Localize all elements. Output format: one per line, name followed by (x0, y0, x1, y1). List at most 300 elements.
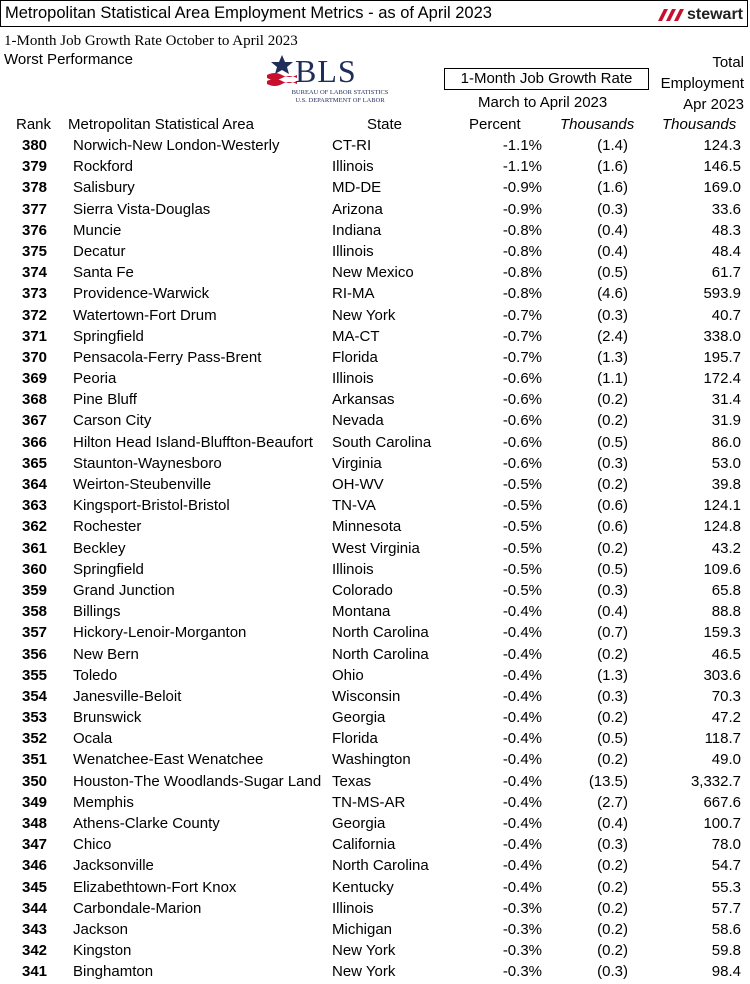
employment-cell: 43.2 (711, 539, 741, 557)
area-cell: Hickory-Lenoir-Morganton (73, 624, 247, 642)
percent-cell: -0.8% (502, 285, 542, 303)
area-cell: Sierra Vista-Douglas (73, 200, 211, 218)
area-cell: Janesville-Beloit (73, 687, 182, 705)
state-cell: California (332, 836, 396, 854)
stewart-brand-text: stewart (686, 6, 743, 23)
employment-cell: 31.9 (711, 412, 741, 430)
table-row (0, 962, 750, 983)
employment-cell: 3,332.7 (690, 772, 741, 790)
state-cell: Kentucky (332, 878, 394, 896)
table-row (0, 242, 750, 263)
employment-cell: 124.8 (703, 518, 741, 536)
thousands-cell: (0.2) (597, 878, 628, 896)
rank-cell: 355 (22, 666, 48, 684)
state-cell: Georgia (332, 709, 386, 727)
percent-cell: -0.5% (502, 518, 542, 536)
rank-cell: 370 (22, 348, 48, 366)
thousands-cell: (2.7) (597, 793, 628, 811)
percent-cell: -0.4% (502, 645, 542, 663)
table-row (0, 856, 750, 877)
stewart-logo (658, 6, 743, 24)
col-header-percent: Percent (469, 116, 521, 133)
area-cell: Decatur (73, 242, 126, 260)
employment-cell: 70.3 (711, 687, 741, 705)
table-row (0, 327, 750, 348)
thousands-cell: (13.5) (588, 772, 628, 790)
total-employment-header (661, 52, 744, 115)
thousands-cell: (0.2) (597, 476, 628, 493)
employment-cell: 61.7 (711, 264, 741, 282)
area-cell: Watertown-Fort Drum (73, 306, 217, 324)
state-cell: Texas (332, 772, 372, 790)
state-cell: Illinois (332, 242, 374, 260)
state-cell: New York (332, 963, 396, 981)
area-cell: Santa Fe (73, 264, 134, 282)
state-cell: Colorado (332, 581, 393, 599)
percent-cell: -0.4% (502, 751, 542, 769)
rank-cell: 366 (22, 433, 48, 451)
percent-cell: -0.5% (502, 560, 542, 578)
rank-cell: 368 (22, 391, 48, 409)
percent-cell: -0.9% (502, 200, 542, 218)
thousands-cell: (0.5) (597, 560, 628, 578)
rank-cell: 341 (22, 963, 48, 981)
percent-cell: -0.4% (502, 709, 542, 727)
col-header-emp-thousands: Thousands (662, 116, 737, 133)
area-cell: Rochester (73, 518, 142, 536)
rank-cell: 374 (22, 264, 48, 282)
table-row (0, 835, 750, 856)
percent-cell: -0.6% (502, 412, 542, 430)
percent-cell: -0.7% (502, 327, 542, 345)
area-cell: Houston-The Woodlands-Sugar Land (73, 772, 322, 790)
thousands-cell: (0.4) (597, 221, 628, 239)
percent-cell: -0.4% (502, 836, 542, 854)
table-row (0, 772, 750, 793)
state-cell: Indiana (332, 221, 382, 239)
table-row (0, 729, 750, 750)
state-cell: North Carolina (332, 645, 429, 663)
table-row (0, 517, 750, 538)
thousands-cell: (0.5) (597, 433, 628, 451)
percent-cell: -0.4% (502, 687, 542, 705)
thousands-cell: (0.6) (597, 518, 628, 536)
state-cell: West Virginia (332, 539, 420, 557)
area-cell: Ocala (73, 730, 113, 748)
rank-cell: 377 (22, 200, 48, 218)
area-cell: Toledo (73, 666, 118, 684)
thousands-cell: (1.3) (597, 348, 628, 366)
thousands-cell: (4.6) (597, 285, 628, 303)
percent-cell: -0.7% (502, 348, 542, 366)
bls-caption (285, 89, 395, 105)
state-cell: Illinois (332, 899, 374, 917)
employment-cell: 39.8 (711, 476, 741, 493)
percent-cell: -0.6% (502, 391, 542, 409)
state-cell: Illinois (332, 370, 374, 388)
table-row (0, 390, 750, 411)
employment-cell: 124.1 (703, 497, 741, 515)
table-row (0, 178, 750, 199)
rank-cell: 373 (22, 285, 48, 303)
rank-cell: 351 (22, 751, 48, 769)
subtitle-worst-performance: Worst Performance (4, 51, 133, 68)
title-bar (0, 0, 748, 27)
rank-cell: 362 (22, 518, 48, 536)
area-cell: Muncie (73, 221, 122, 239)
percent-cell: -0.5% (502, 539, 542, 557)
subtitle-growth-rate: 1-Month Job Growth Rate October to April 2023 (4, 33, 298, 49)
table-row (0, 750, 750, 771)
bls-flag-icon (265, 55, 299, 91)
rank-cell: 347 (22, 836, 48, 854)
table-row (0, 284, 750, 305)
table-row (0, 306, 750, 327)
table-row (0, 708, 750, 729)
table-row (0, 411, 750, 432)
percent-cell: -0.3% (502, 942, 542, 960)
rank-cell: 357 (22, 624, 48, 642)
thousands-cell: (0.2) (597, 751, 628, 769)
area-cell: Salisbury (73, 179, 135, 197)
thousands-cell: (1.4) (597, 137, 628, 154)
percent-cell: -0.4% (502, 666, 542, 684)
state-cell: North Carolina (332, 624, 429, 642)
percent-cell: -0.8% (502, 221, 542, 239)
bls-caption-line1: BUREAU OF LABOR STATISTICS (291, 89, 389, 96)
area-cell: Springfield (73, 560, 144, 578)
employment-cell: 48.4 (711, 242, 741, 260)
percent-cell: -0.4% (502, 603, 542, 621)
employment-cell: 54.7 (711, 857, 741, 875)
percent-cell: -0.4% (502, 815, 542, 832)
table-row (0, 200, 750, 221)
state-cell: Florida (332, 348, 378, 366)
area-cell: Billings (73, 603, 121, 621)
rank-cell: 358 (22, 603, 48, 621)
percent-cell: -0.7% (502, 306, 542, 324)
state-cell: MA-CT (332, 327, 380, 345)
state-cell: Montana (332, 603, 391, 621)
state-cell: Minnesota (332, 518, 402, 536)
rank-cell: 372 (22, 306, 48, 324)
rank-cell: 371 (22, 327, 48, 345)
percent-cell: -0.5% (502, 476, 542, 493)
rank-cell: 346 (22, 857, 48, 875)
state-cell: Virginia (332, 454, 382, 472)
thousands-cell: (0.2) (597, 857, 628, 875)
employment-cell: 65.8 (711, 581, 741, 599)
rank-cell: 345 (22, 878, 48, 896)
rank-cell: 353 (22, 709, 48, 727)
state-cell: RI-MA (332, 285, 375, 303)
percent-cell: -0.3% (502, 920, 542, 938)
state-cell: Michigan (332, 920, 393, 938)
thousands-cell: (0.2) (597, 391, 628, 409)
percent-cell: -0.6% (502, 370, 542, 388)
table-row (0, 581, 750, 602)
rank-cell: 349 (22, 793, 48, 811)
table-row (0, 263, 750, 284)
employment-cell: 33.6 (711, 200, 741, 218)
thousands-cell: (2.4) (597, 327, 628, 345)
rank-cell: 361 (22, 539, 48, 557)
area-cell: Beckley (73, 539, 126, 557)
total-header-line3: Apr 2023 (683, 96, 744, 113)
thousands-cell: (0.2) (597, 942, 628, 960)
table-row (0, 136, 750, 157)
state-cell: Arizona (332, 200, 383, 218)
area-cell: Grand Junction (73, 581, 175, 599)
thousands-cell: (1.6) (597, 179, 628, 197)
percent-cell: -1.1% (502, 137, 542, 154)
rank-cell: 379 (22, 158, 48, 176)
thousands-cell: (0.5) (597, 264, 628, 282)
state-cell: Nevada (332, 412, 384, 430)
area-cell: Providence-Warwick (73, 285, 210, 303)
employment-cell: 146.5 (703, 158, 741, 176)
growth-rate-header-box: 1-Month Job Growth Rate (444, 68, 649, 90)
state-cell: Arkansas (332, 391, 395, 409)
thousands-cell: (1.3) (597, 666, 628, 684)
rank-cell: 343 (22, 920, 48, 938)
state-cell: Illinois (332, 560, 374, 578)
period-header: March to April 2023 (478, 94, 608, 111)
percent-cell: -0.8% (502, 264, 542, 282)
stewart-slash-icon (658, 9, 684, 21)
rank-cell: 348 (22, 815, 48, 832)
state-cell: North Carolina (332, 857, 429, 875)
state-cell: New Mexico (332, 264, 414, 282)
percent-cell: -0.4% (502, 793, 542, 811)
area-cell: Peoria (73, 370, 117, 388)
area-cell: Rockford (73, 158, 134, 176)
employment-cell: 78.0 (711, 836, 741, 854)
col-header-state: State (367, 116, 403, 133)
percent-cell: -0.4% (502, 772, 542, 790)
thousands-cell: (1.6) (597, 158, 628, 176)
table-row (0, 157, 750, 178)
state-cell: OH-WV (332, 476, 384, 493)
employment-cell: 49.0 (711, 751, 741, 769)
thousands-cell: (0.3) (597, 200, 628, 218)
employment-cell: 59.8 (711, 942, 741, 960)
table-row (0, 348, 750, 369)
table-row (0, 920, 750, 941)
employment-cell: 46.5 (711, 645, 741, 663)
percent-cell: -0.5% (502, 497, 542, 515)
thousands-cell: (0.2) (597, 899, 628, 917)
table-row (0, 496, 750, 517)
employment-cell: 593.9 (703, 285, 741, 303)
area-cell: Carson City (73, 412, 152, 430)
table-row (0, 433, 750, 454)
employment-cell: 109.6 (703, 560, 741, 578)
page-title: Metropolitan Statistical Area Employment Metrics - as of April 2023 (5, 4, 492, 22)
thousands-cell: (0.2) (597, 920, 628, 938)
percent-cell: -0.6% (502, 454, 542, 472)
table-row (0, 369, 750, 390)
thousands-cell: (0.3) (597, 687, 628, 705)
table-row (0, 645, 750, 666)
area-cell: Brunswick (73, 709, 142, 727)
employment-cell: 53.0 (711, 454, 741, 472)
table-row (0, 560, 750, 581)
thousands-cell: (1.1) (597, 370, 628, 388)
state-cell: South Carolina (332, 433, 432, 451)
rank-cell: 365 (22, 454, 48, 472)
percent-cell: -0.4% (502, 730, 542, 748)
rank-cell: 380 (22, 137, 48, 154)
thousands-cell: (0.4) (597, 242, 628, 260)
percent-cell: -0.5% (502, 581, 542, 599)
thousands-cell: (0.2) (597, 412, 628, 430)
thousands-cell: (0.3) (597, 581, 628, 599)
area-cell: Norwich-New London-Westerly (73, 137, 280, 154)
thousands-cell: (0.2) (597, 645, 628, 663)
col-header-area: Metropolitan Statistical Area (68, 116, 254, 133)
percent-cell: -1.1% (502, 158, 542, 176)
area-cell: Hilton Head Island-Bluffton-Beaufort (73, 433, 313, 451)
percent-cell: -0.3% (502, 963, 542, 981)
area-cell: Jacksonville (73, 857, 154, 875)
table-row (0, 814, 750, 835)
state-cell: Washington (332, 751, 411, 769)
table-row (0, 475, 750, 496)
thousands-cell: (0.4) (597, 603, 628, 621)
thousands-cell: (0.7) (597, 624, 628, 642)
percent-cell: -0.3% (502, 899, 542, 917)
table-row (0, 602, 750, 623)
rank-cell: 360 (22, 560, 48, 578)
thousands-cell: (0.3) (597, 963, 628, 981)
table-row (0, 221, 750, 242)
employment-cell: 118.7 (704, 730, 741, 748)
area-cell: Athens-Clarke County (73, 815, 220, 832)
state-cell: New York (332, 306, 396, 324)
bls-caption-line2: U.S. DEPARTMENT OF LABOR (295, 97, 385, 104)
thousands-cell: (0.3) (597, 306, 628, 324)
rank-cell: 344 (22, 899, 48, 917)
rank-cell: 375 (22, 242, 48, 260)
percent-cell: -0.9% (502, 179, 542, 197)
area-cell: Weirton-Steubenville (73, 476, 212, 493)
rank-cell: 354 (22, 687, 48, 705)
state-cell: Illinois (332, 158, 374, 176)
rank-cell: 364 (22, 476, 48, 493)
table-row (0, 878, 750, 899)
table-row (0, 793, 750, 814)
rank-cell: 376 (22, 221, 48, 239)
rank-cell: 363 (22, 497, 48, 515)
state-cell: New York (332, 942, 396, 960)
state-cell: Wisconsin (332, 687, 401, 705)
table-row (0, 941, 750, 962)
employment-cell: 88.8 (711, 603, 741, 621)
col-header-rank: Rank (16, 116, 52, 133)
employment-cell: 667.6 (703, 793, 741, 811)
area-cell: New Bern (73, 645, 139, 663)
employment-cell: 31.4 (711, 391, 741, 409)
employment-cell: 86.0 (711, 433, 741, 451)
percent-cell: -0.4% (502, 624, 542, 642)
thousands-cell: (0.4) (597, 815, 628, 832)
area-cell: Pine Bluff (73, 391, 137, 409)
rank-cell: 352 (22, 730, 48, 748)
employment-cell: 55.3 (711, 878, 741, 896)
rank-cell: 342 (22, 942, 48, 960)
area-cell: Elizabethtown-Fort Knox (73, 878, 237, 896)
thousands-cell: (0.2) (597, 709, 628, 727)
state-cell: Ohio (332, 666, 364, 684)
area-cell: Springfield (73, 327, 144, 345)
rank-cell: 359 (22, 581, 48, 599)
employment-cell: 172.4 (703, 370, 741, 388)
employment-cell: 98.4 (711, 963, 741, 981)
area-cell: Memphis (73, 793, 134, 811)
table-row (0, 687, 750, 708)
area-cell: Wenatchee-East Wenatchee (73, 751, 264, 769)
percent-cell: -0.6% (502, 433, 542, 451)
area-cell: Carbondale-Marion (73, 899, 202, 917)
thousands-cell: (0.5) (597, 730, 628, 748)
employment-cell: 195.7 (703, 348, 741, 366)
employment-cell: 58.6 (711, 920, 741, 938)
area-cell: Kingston (73, 942, 132, 960)
bls-logo (265, 53, 389, 105)
total-header-line2: Employment (660, 75, 744, 92)
area-cell: Binghamton (73, 963, 154, 981)
area-cell: Chico (73, 836, 112, 854)
employment-cell: 57.7 (711, 899, 741, 917)
state-cell: Florida (332, 730, 378, 748)
thousands-cell: (0.6) (597, 497, 628, 515)
employment-cell: 159.3 (703, 624, 741, 642)
total-header-line1: Total (712, 54, 744, 71)
area-cell: Pensacola-Ferry Pass-Brent (73, 348, 262, 366)
rank-cell: 378 (22, 179, 48, 197)
employment-cell: 124.3 (703, 137, 741, 154)
col-header-thousands: Thousands (560, 116, 635, 133)
rank-cell: 367 (22, 412, 48, 430)
thousands-cell: (0.3) (597, 836, 628, 854)
employment-cell: 48.3 (711, 221, 741, 239)
state-cell: CT-RI (332, 137, 372, 154)
area-cell: Jackson (73, 920, 129, 938)
bls-wordmark: BLS (295, 53, 357, 89)
rank-cell: 369 (22, 370, 48, 388)
rank-cell: 350 (22, 772, 48, 790)
state-cell: TN-MS-AR (332, 793, 406, 811)
table-row (0, 539, 750, 560)
data-table (0, 136, 750, 984)
state-cell: TN-VA (332, 497, 376, 515)
employment-cell: 169.0 (703, 179, 741, 197)
employment-cell: 40.7 (711, 306, 741, 324)
state-cell: Georgia (332, 815, 386, 832)
employment-cell: 303.6 (703, 666, 741, 684)
state-cell: MD-DE (332, 179, 382, 197)
percent-cell: -0.4% (502, 857, 542, 875)
table-row (0, 899, 750, 920)
thousands-cell: (0.3) (597, 454, 628, 472)
employment-cell: 338.0 (703, 327, 741, 345)
percent-cell: -0.8% (502, 242, 542, 260)
table-row (0, 623, 750, 644)
thousands-cell: (0.2) (597, 539, 628, 557)
table-row (0, 454, 750, 475)
rank-cell: 356 (22, 645, 48, 663)
